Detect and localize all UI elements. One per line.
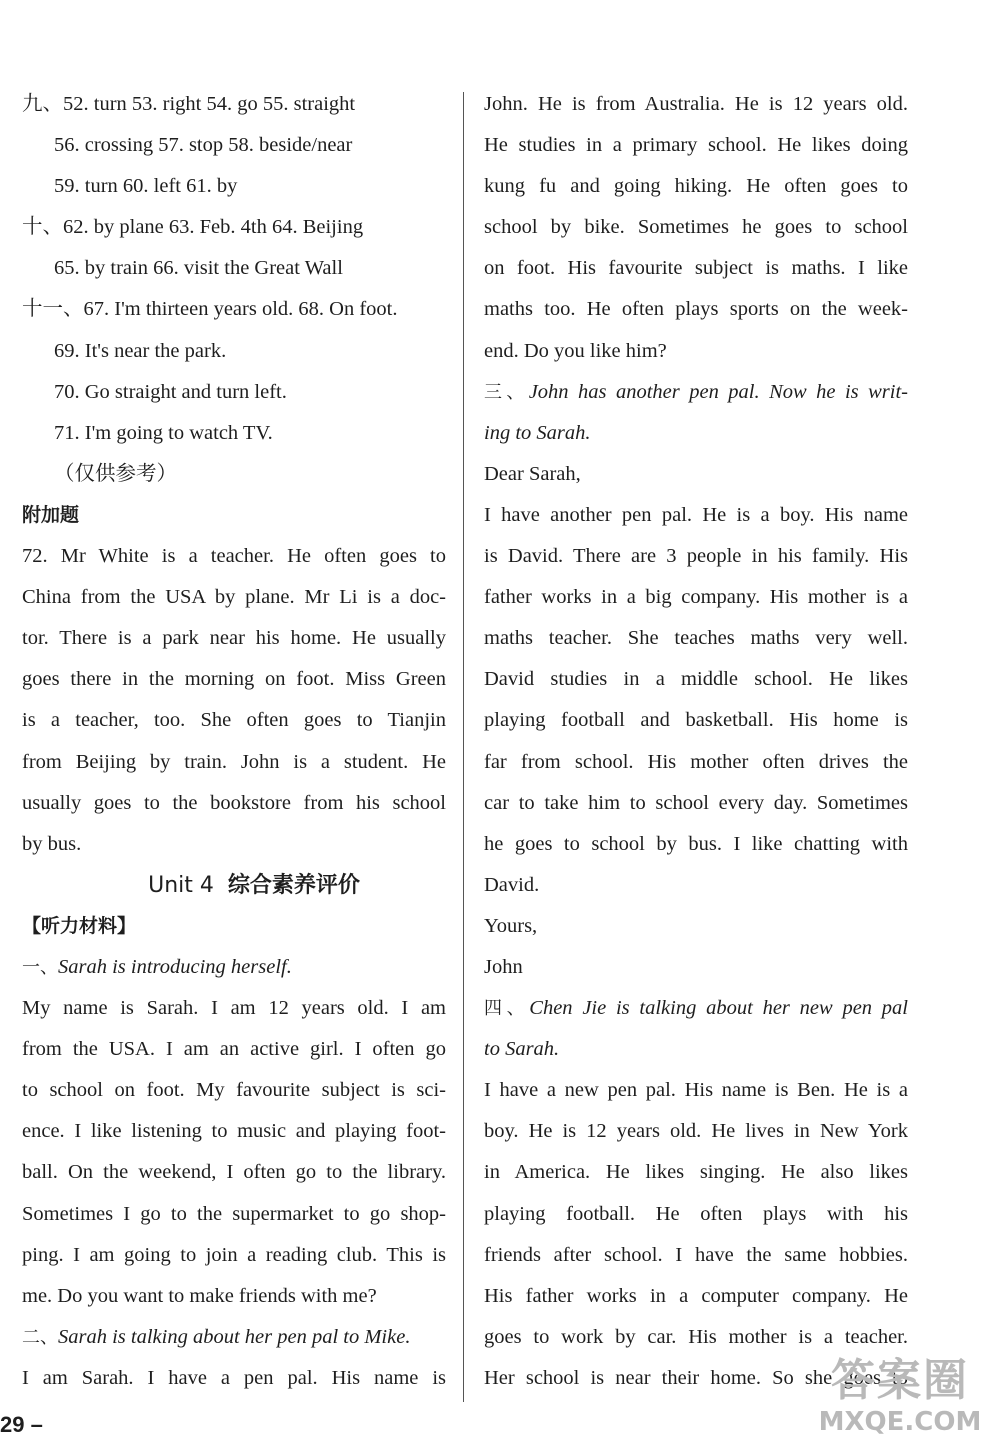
text-line: usually goes to the bookstore from his school xyxy=(22,791,446,814)
right-column xyxy=(484,84,908,1399)
column-divider xyxy=(463,92,464,1402)
text-line: to Sarah. xyxy=(484,1038,560,1061)
unit-name: 综合素养评价 xyxy=(227,872,360,898)
text-line: He studies in a primary school. He likes doing xyxy=(484,134,908,157)
text-line: is David. There are 3 people in his family. His xyxy=(484,545,908,568)
text-line: China from the USA by plane. Mr Li is a doc- xyxy=(22,586,446,609)
unit-label: Unit 4 xyxy=(148,872,214,898)
text-line: by bus. xyxy=(22,832,82,855)
text-line: 59. turn 60. left 61. by xyxy=(54,175,238,198)
text-line: maths too. He often plays sports on the week- xyxy=(484,298,908,321)
text-line: father works in a big company. His mother is a xyxy=(484,586,908,609)
watermark-logo xyxy=(806,1355,994,1443)
text-line: to school on foot. My favourite subject is sci- xyxy=(22,1079,446,1102)
text-line: goes to work by car. His mother is a teacher. xyxy=(484,1325,908,1348)
text-line: 十一、67. I'm thirteen years old. 68. On foot. xyxy=(22,298,398,321)
page-number: 29 – xyxy=(0,1412,43,1437)
section-prompt: Sarah is talking about her pen pal to Mike. xyxy=(58,1325,411,1348)
text-line: ing to Sarah. xyxy=(484,421,591,444)
text-line: John xyxy=(484,955,523,978)
text-line: far from school. His mother often drives the xyxy=(484,750,908,773)
left-column xyxy=(22,84,446,1399)
text-line: Dear Sarah, xyxy=(484,462,581,485)
text-line: in America. He likes singing. He also likes xyxy=(484,1161,908,1184)
section-number: 二、 xyxy=(22,1326,58,1348)
text-line: Yours, xyxy=(484,914,538,937)
text-line: I am Sarah. I have a pen pal. His name is xyxy=(22,1366,446,1389)
section-heading: 附加题 xyxy=(22,503,80,526)
section-prompt: Chen Jie is talking about her new pen pal xyxy=(529,997,908,1020)
text-line: My name is Sarah. I am 12 years old. I am xyxy=(22,997,446,1020)
text-line: David. xyxy=(484,873,540,896)
unit-title xyxy=(22,865,446,906)
text-line: ence. I like listening to music and playing foot- xyxy=(22,1120,446,1143)
text-line xyxy=(484,372,908,413)
text-line: playing football and basketball. His home is xyxy=(484,709,908,732)
text-line: goes there in the morning on foot. Miss Green xyxy=(22,668,446,691)
section-number: 四、 xyxy=(484,998,530,1020)
text-line: 十、62. by plane 63. Feb. 4th 64. Beijing xyxy=(22,216,364,239)
text-line: maths teacher. She teaches maths very well. xyxy=(484,627,908,650)
text-line: is a teacher, too. She often goes to Tianjin xyxy=(22,709,446,732)
text-line: from the USA. I am an active girl. I often go xyxy=(22,1038,446,1061)
text-line: tor. There is a park near his home. He usually xyxy=(22,627,446,650)
text-line: Her school is near their home. So she goes to xyxy=(484,1366,908,1389)
text-line: His father works in a computer company. He xyxy=(484,1284,908,1307)
text-line: John. He is from Australia. He is 12 years old. xyxy=(484,93,908,115)
text-line: from Beijing by train. John is a student. He xyxy=(22,750,446,773)
text-line: 九、52. turn 53. right 54. go 55. straight xyxy=(22,93,356,115)
text-line: David studies in a middle school. He likes xyxy=(484,668,908,691)
section-number: 一、 xyxy=(22,956,58,978)
text-line: ball. On the weekend, I often go to the library. xyxy=(22,1161,446,1184)
text-line: boy. He is 12 years old. He lives in New York xyxy=(484,1120,908,1143)
text-line: 69. It's near the park. xyxy=(54,339,227,362)
section-heading: 【听力材料】 xyxy=(22,914,137,937)
text-line: 65. by train 66. visit the Great Wall xyxy=(54,257,343,280)
text-line: Sometimes I go to the supermarket to go shop- xyxy=(22,1202,446,1225)
text-line: 72. Mr White is a teacher. He often goes to xyxy=(22,545,446,568)
text-line: he goes to school by bus. I like chatting with xyxy=(484,832,908,855)
text-line: 71. I'm going to watch TV. xyxy=(54,421,273,444)
text-line xyxy=(22,947,446,988)
text-line xyxy=(22,1317,446,1358)
section-number: 三、 xyxy=(484,381,529,403)
watermark-url: MXQE.COM xyxy=(818,1407,982,1437)
text-line: me. Do you want to make friends with me? xyxy=(22,1284,377,1307)
text-line: 56. crossing 57. stop 58. beside/near xyxy=(54,134,353,157)
text-line: school by bike. Sometimes he goes to school xyxy=(484,216,908,239)
text-line: car to take him to school every day. Sometimes xyxy=(484,791,908,814)
watermark-chinese: 答案圈 xyxy=(831,1355,969,1406)
text-line: ping. I am going to join a reading club. This is xyxy=(22,1243,446,1266)
text-line: 70. Go straight and turn left. xyxy=(54,380,287,403)
section-prompt: Sarah is introducing herself. xyxy=(58,955,292,978)
text-line: I have another pen pal. He is a boy. His name xyxy=(484,503,908,526)
text-line: friends after school. I have the same hobbies. xyxy=(484,1243,908,1266)
text-line: playing football. He often plays with his xyxy=(484,1202,908,1225)
text-line: kung fu and going hiking. He often goes to xyxy=(484,175,908,198)
text-line: （仅供参考） xyxy=(54,462,177,485)
text-line: on foot. His favourite subject is maths. I like xyxy=(484,257,908,280)
section-prompt: John has another pen pal. Now he is writ- xyxy=(528,380,908,403)
text-line: end. Do you like him? xyxy=(484,339,667,362)
text-line: I have a new pen pal. His name is Ben. He is a xyxy=(484,1079,908,1102)
text-line xyxy=(484,988,908,1029)
